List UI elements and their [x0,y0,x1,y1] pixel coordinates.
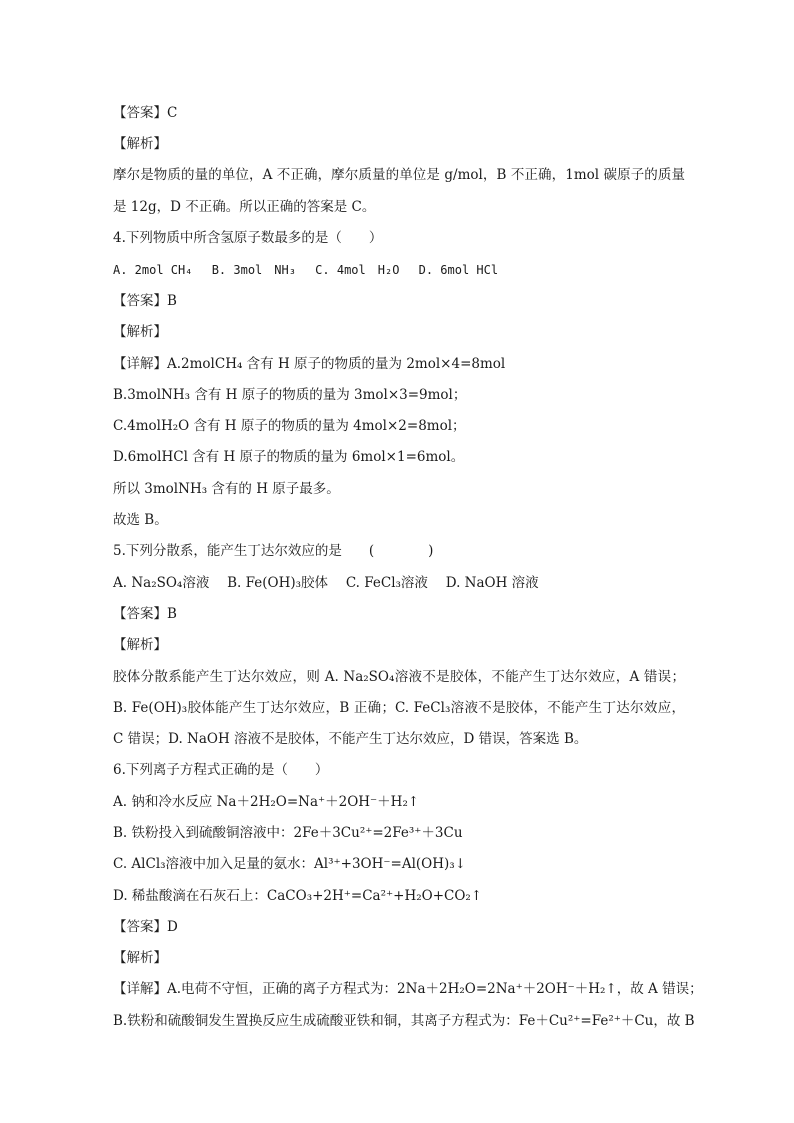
answer-label-q6: 【答案】D [113,919,178,935]
question-5-stem: 5.下列分散系，能产生丁达尔效应的是 ( ) [113,543,434,559]
analysis-label-q4: 【解析】 [113,324,167,340]
explanation-q4-choice: 故选 B。 [113,512,168,528]
question-6-option-c: C. AlCl₃溶液中加入足量的氨水：Al³⁺+3OH⁻=Al(OH)₃↓ [113,856,467,872]
question-4-stem: 4.下列物质中所含氢原子数最多的是（ ） [113,230,383,246]
question-6-option-d: D. 稀盐酸滴在石灰石上：CaCO₃+2H⁺=Ca²⁺+H₂O+CO₂↑ [113,888,483,904]
question-6-option-b: B. 铁粉投入到硫酸铜溶液中：2Fe＋3Cu²⁺=2Fe³⁺＋3Cu [113,825,463,841]
answer-label-q3: 【答案】C [113,105,178,121]
explanation-q4-b: B.3molNH₃ 含有 H 原子的物质的量为 3mol×3=9mol； [113,387,467,403]
explanation-q6-b: B.铁粉和硫酸铜发生置换反应生成硫酸亚铁和铜，其离子方程式为：Fe＋Cu²⁺=Fe²⁺＋Cu，故 B [113,1013,695,1029]
question-5-options: A. Na₂SO₄溶液 B. Fe(OH)₃胶体 C. FeCl₃溶液 D. NaOH 溶液 [113,575,539,591]
question-4-options: A. 2mol CH₄ B. 3mol NH₃ C. 4mol H₂O D. 6mol HCl [113,263,499,277]
explanation-q4-d: D.6molHCl 含有 H 原子的物质的量为 6mol×1=6mol。 [113,449,465,465]
answer-label-q5: 【答案】B [113,606,177,622]
analysis-label-q3: 【解析】 [113,136,167,152]
question-6-stem: 6.下列离子方程式正确的是（ ） [113,762,329,778]
explanation-q4-c: C.4molH₂O 含有 H 原子的物质的量为 4mol×2=8mol； [113,418,466,434]
analysis-text-q3-line1: 摩尔是物质的量的单位，A 不正确，摩尔质量的单位是 g/mol，B 不正确，1mol 碳原子的质量 [113,167,685,183]
question-6-option-a: A. 钠和冷水反应 Na＋2H₂O=Na⁺＋2OH⁻＋H₂↑ [113,794,420,810]
analysis-text-q5-line2: B. Fe(OH)₃胶体能产生丁达尔效应，B 正确；C. FeCl₃溶液不是胶体，不能产生丁达尔效应， [113,700,685,716]
explanation-q4-conclusion: 所以 3molNH₃ 含有的 H 原子最多。 [113,481,340,497]
analysis-text-q5-line3: C 错误；D. NaOH 溶液不是胶体，不能产生丁达尔效应，D 错误，答案选 B。 [113,731,588,747]
analysis-label-q5: 【解析】 [113,637,167,653]
answer-label-q4: 【答案】B [113,293,177,309]
analysis-text-q5-line1: 胶体分散系能产生丁达尔效应，则 A. Na₂SO₄溶液不是胶体，不能产生丁达尔效应，A 错误； [113,669,685,685]
explanation-q6-a: 【详解】A.电荷不守恒，正确的离子方程式为：2Na＋2H₂O=2Na⁺＋2OH⁻＋H₂↑，故 A 错误； [113,981,703,997]
analysis-label-q6: 【解析】 [113,950,167,966]
explanation-q4-a: 【详解】A.2molCH₄ 含有 H 原子的物质的量为 2mol×4=8mol [113,356,506,372]
analysis-text-q3-line2: 是 12g，D 不正确。所以正确的答案是 C。 [113,199,376,215]
